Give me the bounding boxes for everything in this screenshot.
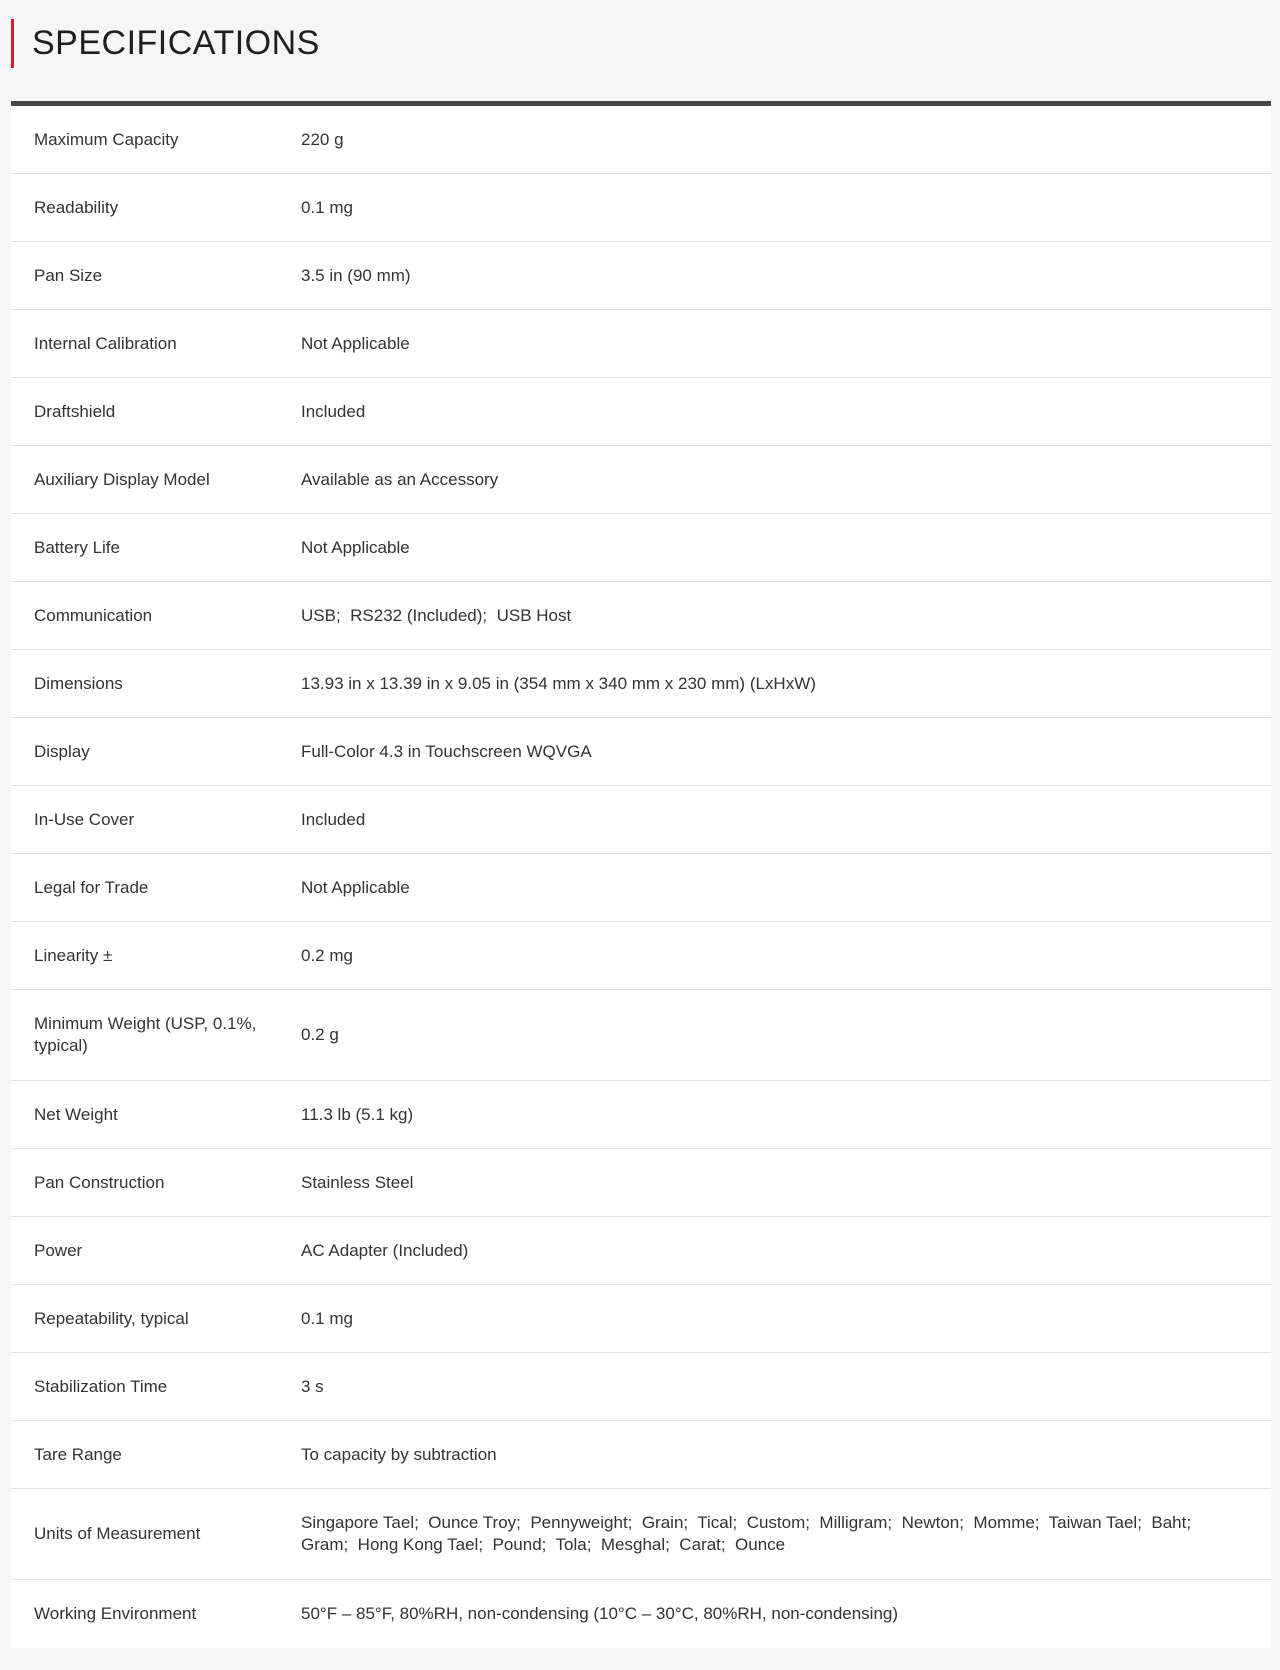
spec-row (11, 582, 1271, 650)
spec-label: Battery Life (34, 537, 120, 557)
spec-label: Power (34, 1240, 83, 1260)
spec-row (11, 174, 1271, 242)
spec-row (11, 1580, 1271, 1648)
spec-label: Repeatability, typical (34, 1308, 189, 1328)
spec-row (11, 922, 1271, 990)
spec-label: Maximum Capacity (34, 129, 179, 149)
spec-value: 0.1 mg (301, 1308, 353, 1328)
spec-row (11, 514, 1271, 582)
spec-row (11, 718, 1271, 786)
spec-row (11, 1489, 1271, 1580)
spec-label: Net Weight (34, 1104, 118, 1124)
spec-row (11, 1285, 1271, 1353)
section-title: SPECIFICATIONS (32, 24, 320, 62)
spec-row (11, 378, 1271, 446)
spec-row (11, 650, 1271, 718)
spec-value: 3 s (301, 1376, 324, 1396)
spec-value: 11.3 lb (5.1 kg) (301, 1104, 414, 1124)
spec-label: Draftshield (34, 401, 116, 421)
spec-label: Pan Construction (34, 1172, 165, 1192)
spec-row (11, 242, 1271, 310)
spec-value: Stainless Steel (301, 1172, 414, 1192)
spec-label: Communication (34, 605, 153, 625)
spec-value: Included (301, 809, 366, 829)
spec-row (11, 1353, 1271, 1421)
spec-value: Included (301, 401, 366, 421)
spec-label: In-Use Cover (34, 809, 135, 829)
spec-label: Units of Measurement (34, 1524, 201, 1543)
spec-value: Singapore Tael; Ounce Troy; Pennyweight; Grain; Tical; Custom; Milligram; Newton; Momme; Taiwan Tael; Baht; Gram; Hong Kong Tael; Pound; Tola; Mesghal; Carat; Ounce (301, 1513, 1201, 1554)
spec-label: Tare Range (34, 1444, 122, 1464)
spec-row (11, 1081, 1271, 1149)
spec-value: Available as an Accessory (301, 469, 499, 489)
spec-row (11, 990, 1271, 1081)
spec-row (11, 106, 1271, 174)
spec-value: 3.5 in (90 mm) (301, 265, 411, 285)
spec-label: Legal for Trade (34, 877, 149, 897)
spec-value: Not Applicable (301, 333, 410, 353)
spec-value: Not Applicable (301, 537, 410, 557)
spec-value: Full-Color 4.3 in Touchscreen WQVGA (301, 741, 592, 761)
spec-value: 220 g (301, 129, 344, 149)
spec-label: Working Environment (34, 1604, 197, 1623)
spec-row (11, 310, 1271, 378)
specifications-table (11, 101, 1271, 1648)
spec-row (11, 1149, 1271, 1217)
spec-value: Not Applicable (301, 877, 410, 897)
spec-value: AC Adapter (Included) (301, 1240, 469, 1260)
spec-label: Auxiliary Display Model (34, 469, 210, 489)
spec-row (11, 854, 1271, 922)
spec-label: Stabilization Time (34, 1376, 168, 1396)
spec-label: Display (34, 741, 90, 761)
spec-row (11, 446, 1271, 514)
section-header (11, 19, 320, 68)
spec-row (11, 786, 1271, 854)
spec-label: Linearity ± (34, 945, 113, 965)
spec-label: Dimensions (34, 673, 123, 693)
spec-value: USB; RS232 (Included); USB Host (301, 605, 572, 625)
spec-value: 0.1 mg (301, 197, 353, 217)
spec-row (11, 1421, 1271, 1489)
spec-value: 0.2 mg (301, 945, 353, 965)
spec-label: Internal Calibration (34, 333, 177, 353)
spec-label: Readability (34, 197, 119, 217)
spec-value: 13.93 in x 13.39 in x 9.05 in (354 mm x 340 mm x 230 mm) (LxHxW) (301, 673, 816, 693)
spec-label: Minimum Weight (USP, 0.1%, typical) (34, 1014, 257, 1055)
spec-value: 50°F – 85°F, 80%RH, non-condensing (10°C – 30°C, 80%RH, non-condensing) (301, 1604, 899, 1623)
spec-label: Pan Size (34, 265, 103, 285)
spec-row (11, 1217, 1271, 1285)
spec-value: 0.2 g (301, 1025, 339, 1044)
spec-value: To capacity by subtraction (301, 1444, 497, 1464)
